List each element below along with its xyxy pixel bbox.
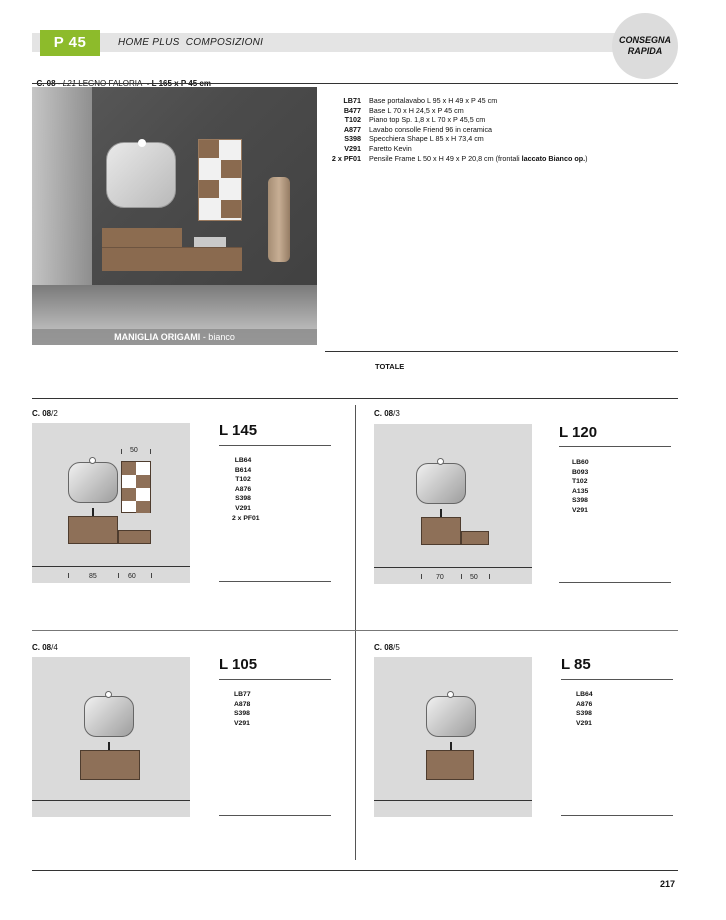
variant-code-list bbox=[576, 690, 593, 728]
variant-code-list bbox=[572, 458, 589, 516]
towels bbox=[194, 237, 226, 247]
list-item: B093 bbox=[572, 468, 589, 476]
size-rule bbox=[559, 446, 671, 447]
variant-drawing bbox=[32, 423, 190, 583]
variant-code-list bbox=[234, 690, 251, 728]
composition-heading bbox=[32, 70, 211, 88]
dim-label: 60 bbox=[128, 573, 136, 580]
item-list bbox=[325, 96, 588, 163]
size-rule bbox=[561, 679, 673, 680]
mirror-shape bbox=[106, 142, 176, 208]
list-item: T102 bbox=[235, 476, 251, 484]
variant-size: L 120 bbox=[559, 424, 598, 441]
list-item: V291 bbox=[576, 719, 592, 727]
list-item: B614 bbox=[234, 466, 252, 474]
dim-label: 50 bbox=[470, 574, 478, 581]
list-item: LB71 Base portalavabo L 95 x H 49 x P 45 cm bbox=[343, 96, 498, 105]
list-item: S398 bbox=[234, 710, 250, 718]
caption-bold: MANIGLIA ORIGAMI bbox=[114, 332, 201, 342]
header-title: HOME PLUS COMPOSIZIONI bbox=[118, 37, 264, 48]
list-item: S398 bbox=[235, 495, 251, 503]
wall-cabinet bbox=[198, 139, 242, 221]
list-item: A135 bbox=[572, 487, 589, 495]
variant-bottom-rule bbox=[561, 815, 673, 816]
variant-bottom-rule bbox=[219, 581, 331, 582]
variant-label: C. 08/3 bbox=[374, 409, 400, 418]
list-item: S398 Specchiera Shape L 85 x H 73,4 cm bbox=[344, 134, 484, 144]
variant-bottom-rule bbox=[219, 815, 331, 816]
list-item: V291 bbox=[572, 506, 588, 514]
composition-photo bbox=[32, 87, 317, 345]
variant-size: L 85 bbox=[561, 656, 591, 673]
list-item: A878 bbox=[234, 700, 251, 708]
list-item: LB60 bbox=[572, 459, 589, 466]
photo-caption bbox=[32, 329, 317, 345]
footer-rule bbox=[32, 870, 678, 871]
variant-size: L 105 bbox=[219, 656, 258, 673]
list-item: 2 x PF01 Pensile Frame L 50 x H 49 x P 20,8 cm (frontali laccato Bianco op.) bbox=[331, 153, 588, 163]
badge-line2: RAPIDA bbox=[627, 46, 663, 56]
list-item: V291 bbox=[234, 719, 250, 727]
page-tag: P 45 bbox=[40, 30, 100, 56]
lamp-icon bbox=[138, 139, 146, 147]
heading-rule bbox=[32, 83, 678, 84]
mid-rule bbox=[32, 630, 678, 631]
list-item: A877 Lavabo consolle Friend 96 in ceramica bbox=[343, 124, 493, 134]
list-item: T102 bbox=[572, 478, 588, 486]
variant-label: C. 08/4 bbox=[32, 643, 58, 652]
vertical-divider bbox=[355, 405, 356, 860]
variant-label: C. 08/5 bbox=[374, 643, 400, 652]
long-base bbox=[102, 247, 242, 271]
list-item: V291 Faretto Kevin bbox=[344, 143, 412, 153]
list-item: LB77 bbox=[234, 691, 251, 698]
list-item: V291 bbox=[235, 504, 251, 512]
top-dim-label: 50 bbox=[130, 447, 138, 454]
variant-code-list bbox=[232, 456, 260, 523]
variant-drawing bbox=[32, 657, 190, 817]
list-item: T102 Piano top Sp. 1,8 x L 70 x P 45,5 cm bbox=[344, 115, 486, 125]
page-number: 217 bbox=[660, 879, 676, 889]
consegna-rapida-badge bbox=[612, 13, 678, 79]
basin-base bbox=[102, 228, 182, 247]
list-item: LB64 bbox=[576, 691, 593, 698]
variant-drawing bbox=[374, 657, 532, 817]
badge-line1: CONSEGNA bbox=[618, 35, 671, 45]
robe bbox=[268, 177, 290, 262]
size-rule bbox=[219, 679, 331, 680]
list-item: S398 bbox=[576, 710, 592, 718]
list-item: S398 bbox=[572, 497, 588, 505]
tall-cabinet bbox=[121, 461, 151, 513]
list-item: 2 x PF01 bbox=[232, 514, 260, 522]
list-item: LB64 bbox=[234, 457, 252, 464]
total-label: TOTALE bbox=[375, 362, 405, 371]
dim-label: 70 bbox=[436, 574, 444, 581]
dim-label: 85 bbox=[89, 573, 97, 580]
totale-rule bbox=[325, 351, 678, 352]
variant-size: L 145 bbox=[219, 422, 258, 439]
list-item: A876 bbox=[576, 700, 593, 708]
section-rule bbox=[32, 398, 678, 399]
caption-rest: - bianco bbox=[200, 332, 235, 342]
size-rule bbox=[219, 445, 331, 446]
list-item: A876 bbox=[234, 485, 252, 493]
variant-bottom-rule bbox=[559, 582, 671, 583]
list-item: B477 Base L 70 x H 24,5 x P 45 cm bbox=[343, 105, 464, 115]
variant-label: C. 08/2 bbox=[32, 409, 58, 418]
variant-drawing bbox=[374, 424, 532, 584]
